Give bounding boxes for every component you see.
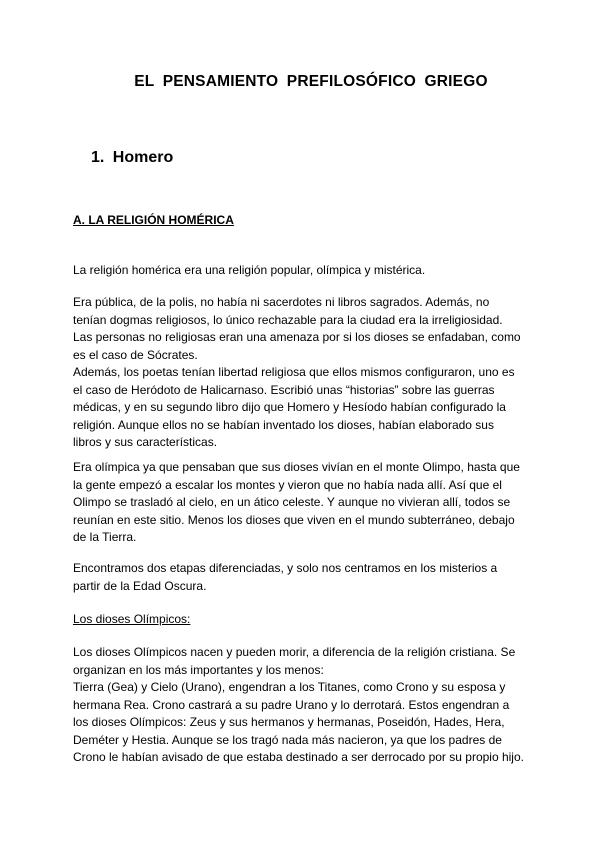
paragraph-line: religión. Aunque ellos no se habían inventado los dioses, habían elaborado sus (73, 417, 494, 432)
section-number: 1. (91, 149, 105, 166)
paragraph-line: reunían en este sitio. Menos los dioses que viven en el mundo subterráneo, debajo (73, 512, 515, 527)
paragraph-line: Deméter y Hestia. Aunque se los tragó nada más nacieron, ya que los padres de (73, 732, 502, 747)
paragraph-olimpica (73, 459, 520, 547)
section-label: Homero (112, 149, 174, 166)
paragraph-line: libros y sus características. (73, 435, 218, 449)
paragraph-line: hermana Rea. Crono castrará a su padre Urano y lo derrotará. Estos engendran a (73, 697, 510, 712)
olympians-heading: Los dioses Olímpicos: (73, 612, 191, 626)
paragraph-line: los dioses Olímpicos: Zeus y sus hermanos y hermanas, Poseidón, Hades, Hera, (73, 715, 505, 729)
paragraph-olympians (73, 644, 524, 767)
document-title: EL PENSAMIENTO PREFILOSÓFICO GRIEGO (134, 73, 488, 90)
paragraph-line: es el caso de Sócrates. (73, 347, 198, 362)
paragraph-publica (73, 294, 521, 452)
paragraph-line: Tierra (Gea) y Cielo (Urano), engendran a los Titanes, como Crono y su esposa y (73, 680, 506, 694)
subsection-heading: A. LA RELIGIÓN HOMÉRICA (73, 213, 234, 227)
paragraph-line: Crono le habían avisado de que estaba destinado a ser derrocado por su propio hijo. (73, 750, 524, 764)
paragraph-line: Era pública, de la polis, no había ni sacerdotes ni libros sagrados. Además, no (73, 295, 490, 309)
paragraph-line: médicas, y en su segundo libro dijo que Homero y Hesíodo habían configurado la (73, 400, 506, 414)
paragraph-line: organizan en los más importantes y los menos: (73, 662, 324, 677)
paragraph-line: la gente empezó a escalar los montes y vieron que no había nada allí. Así que el (73, 477, 502, 492)
paragraph-line: La religión homérica era una religión popular, olímpica y mistérica. (73, 263, 426, 277)
paragraph-line: el caso de Heródoto de Halicarnaso. Escribió unas “historias” sobre las guerras (73, 382, 495, 397)
paragraph-line: Los dioses Olímpicos nacen y pueden morir, a diferencia de la religión cristiana. Se (73, 645, 516, 659)
paragraph-line: de la Tierra. (73, 530, 137, 544)
section-heading (91, 149, 173, 167)
paragraph-line: Era olímpica ya que pensaban que sus dioses vivían en el monte Olimpo, hasta que (73, 460, 520, 474)
paragraph-line: tenían dogmas religiosos, lo único rechazable para la ciudad era la irreligiosidad. (73, 312, 503, 327)
paragraph-intro (73, 262, 425, 280)
paragraph-line: Encontramos dos etapas diferenciadas, y solo nos centramos en los misterios a (73, 561, 498, 575)
paragraph-line: Olimpo se trasladó al cielo, en un ático celeste. Y aunque no vivieran allí, todos se (73, 495, 511, 509)
paragraph-line: Además, los poetas tenían libertad religiosa que ellos mismos configuraron, uno es (73, 365, 515, 379)
paragraph-line: partir de la Edad Oscura. (73, 578, 207, 593)
paragraph-line: Las personas no religiosas eran una amenaza por si los dioses se enfadaban, como (73, 330, 521, 344)
paragraph-etapas (73, 560, 497, 595)
